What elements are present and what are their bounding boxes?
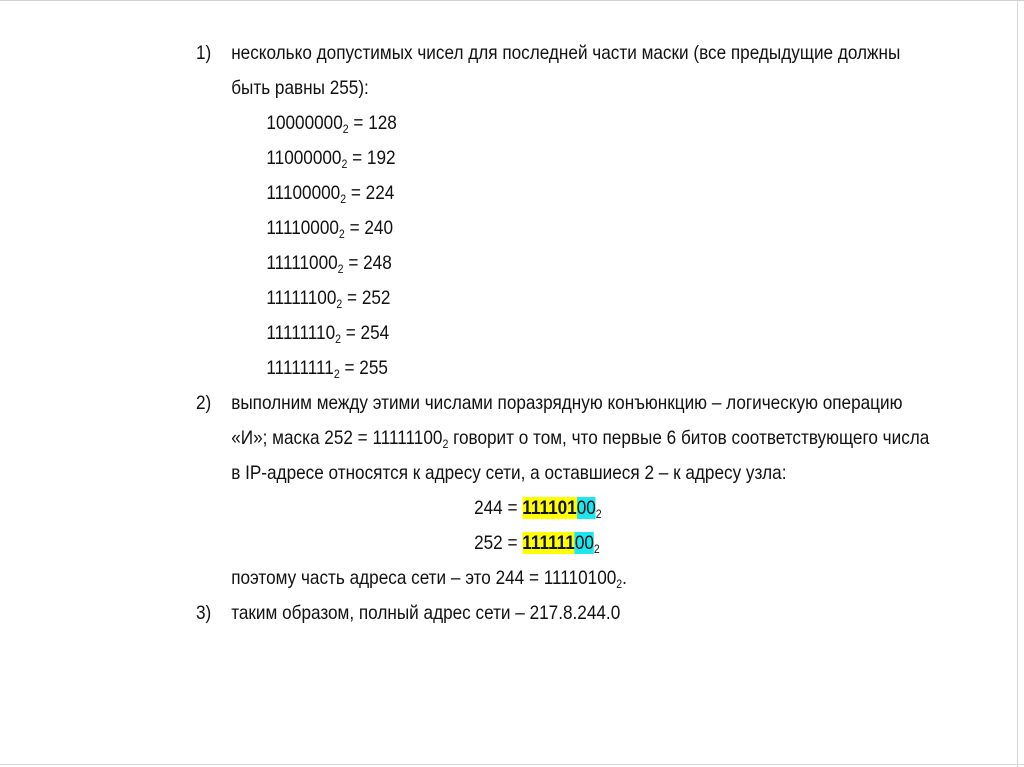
slide-top-border: [0, 0, 1024, 1]
list-item-1-text: несколько допустимых чисел для последней части маски (все предыдущие должны: [231, 42, 901, 64]
list-item-3-text: таким образом, полный адрес сети – 217.8.244.0: [231, 602, 621, 624]
mask-expression: $11110000_2 = 240$: [266, 217, 394, 241]
mask-row: [196, 351, 865, 386]
mask-row: [196, 316, 865, 351]
list-item-2-line-1: [196, 386, 903, 421]
list-item-2-text: выполним между этими числами поразрядную конъюнкцию – логическую операцию: [231, 392, 903, 414]
host-bits-highlight: 00: [576, 497, 596, 519]
mask-octet-expression: $252 = 11111100_2$: [474, 532, 600, 556]
slide-bottom-border: [0, 764, 1024, 765]
mask-row: [196, 211, 865, 246]
mask-row: [196, 246, 865, 281]
host-bits-highlight: 00: [574, 532, 594, 554]
network-bits-highlight: 111101: [522, 497, 577, 519]
list-number: 1): [196, 42, 212, 64]
conclusion-text: поэтому часть адреса сети – это $244 = 11110100_2$.: [231, 567, 627, 591]
list-item-2-text-cont: «И»; маска $252 = 11111100_2$ говорит о том, что первые 6 битов соответствующего числа: [231, 427, 930, 451]
list-item-1-line-2: [196, 71, 865, 106]
mask-expression: $11100000_2 = 224$: [266, 182, 395, 206]
address-octet-expression: $244 = 11110100_2$: [474, 497, 602, 521]
slide-right-border: [1017, 0, 1018, 767]
and-operation-row: [196, 526, 865, 561]
list-item-3: [196, 596, 865, 631]
and-operation-row: [196, 491, 865, 526]
mask-expression: $11111111_2 = 255$: [266, 357, 388, 381]
mask-expression: $11000000_2 = 192$: [266, 147, 396, 171]
network-bits-highlight: 111111: [522, 532, 575, 554]
list-number: 3): [196, 602, 212, 624]
mask-row: [196, 281, 865, 316]
mask-expression: $10000000_2 = 128$: [266, 112, 397, 136]
list-item-2-line-2: [196, 421, 930, 456]
mask-expression: $11111100_2 = 252$: [266, 287, 391, 311]
mask-expression: $11111110_2 = 254$: [266, 322, 390, 346]
mask-row: [196, 176, 865, 211]
list-item-1-line-1: [196, 36, 901, 71]
mask-row: [196, 106, 865, 141]
list-item-2-line-3: [196, 456, 865, 491]
list-item-2-conclusion: [196, 561, 865, 596]
numbered-list: [196, 36, 930, 631]
mask-row: [196, 141, 865, 176]
list-item-1-text-cont: быть равны 255):: [231, 77, 369, 99]
list-number: 2): [196, 392, 212, 414]
list-item-2-text-cont: в IP-адресе относятся к адресу сети, а оставшиеся 2 – к адресу узла:: [231, 462, 787, 484]
mask-expression: $11111000_2 = 248$: [266, 252, 392, 276]
